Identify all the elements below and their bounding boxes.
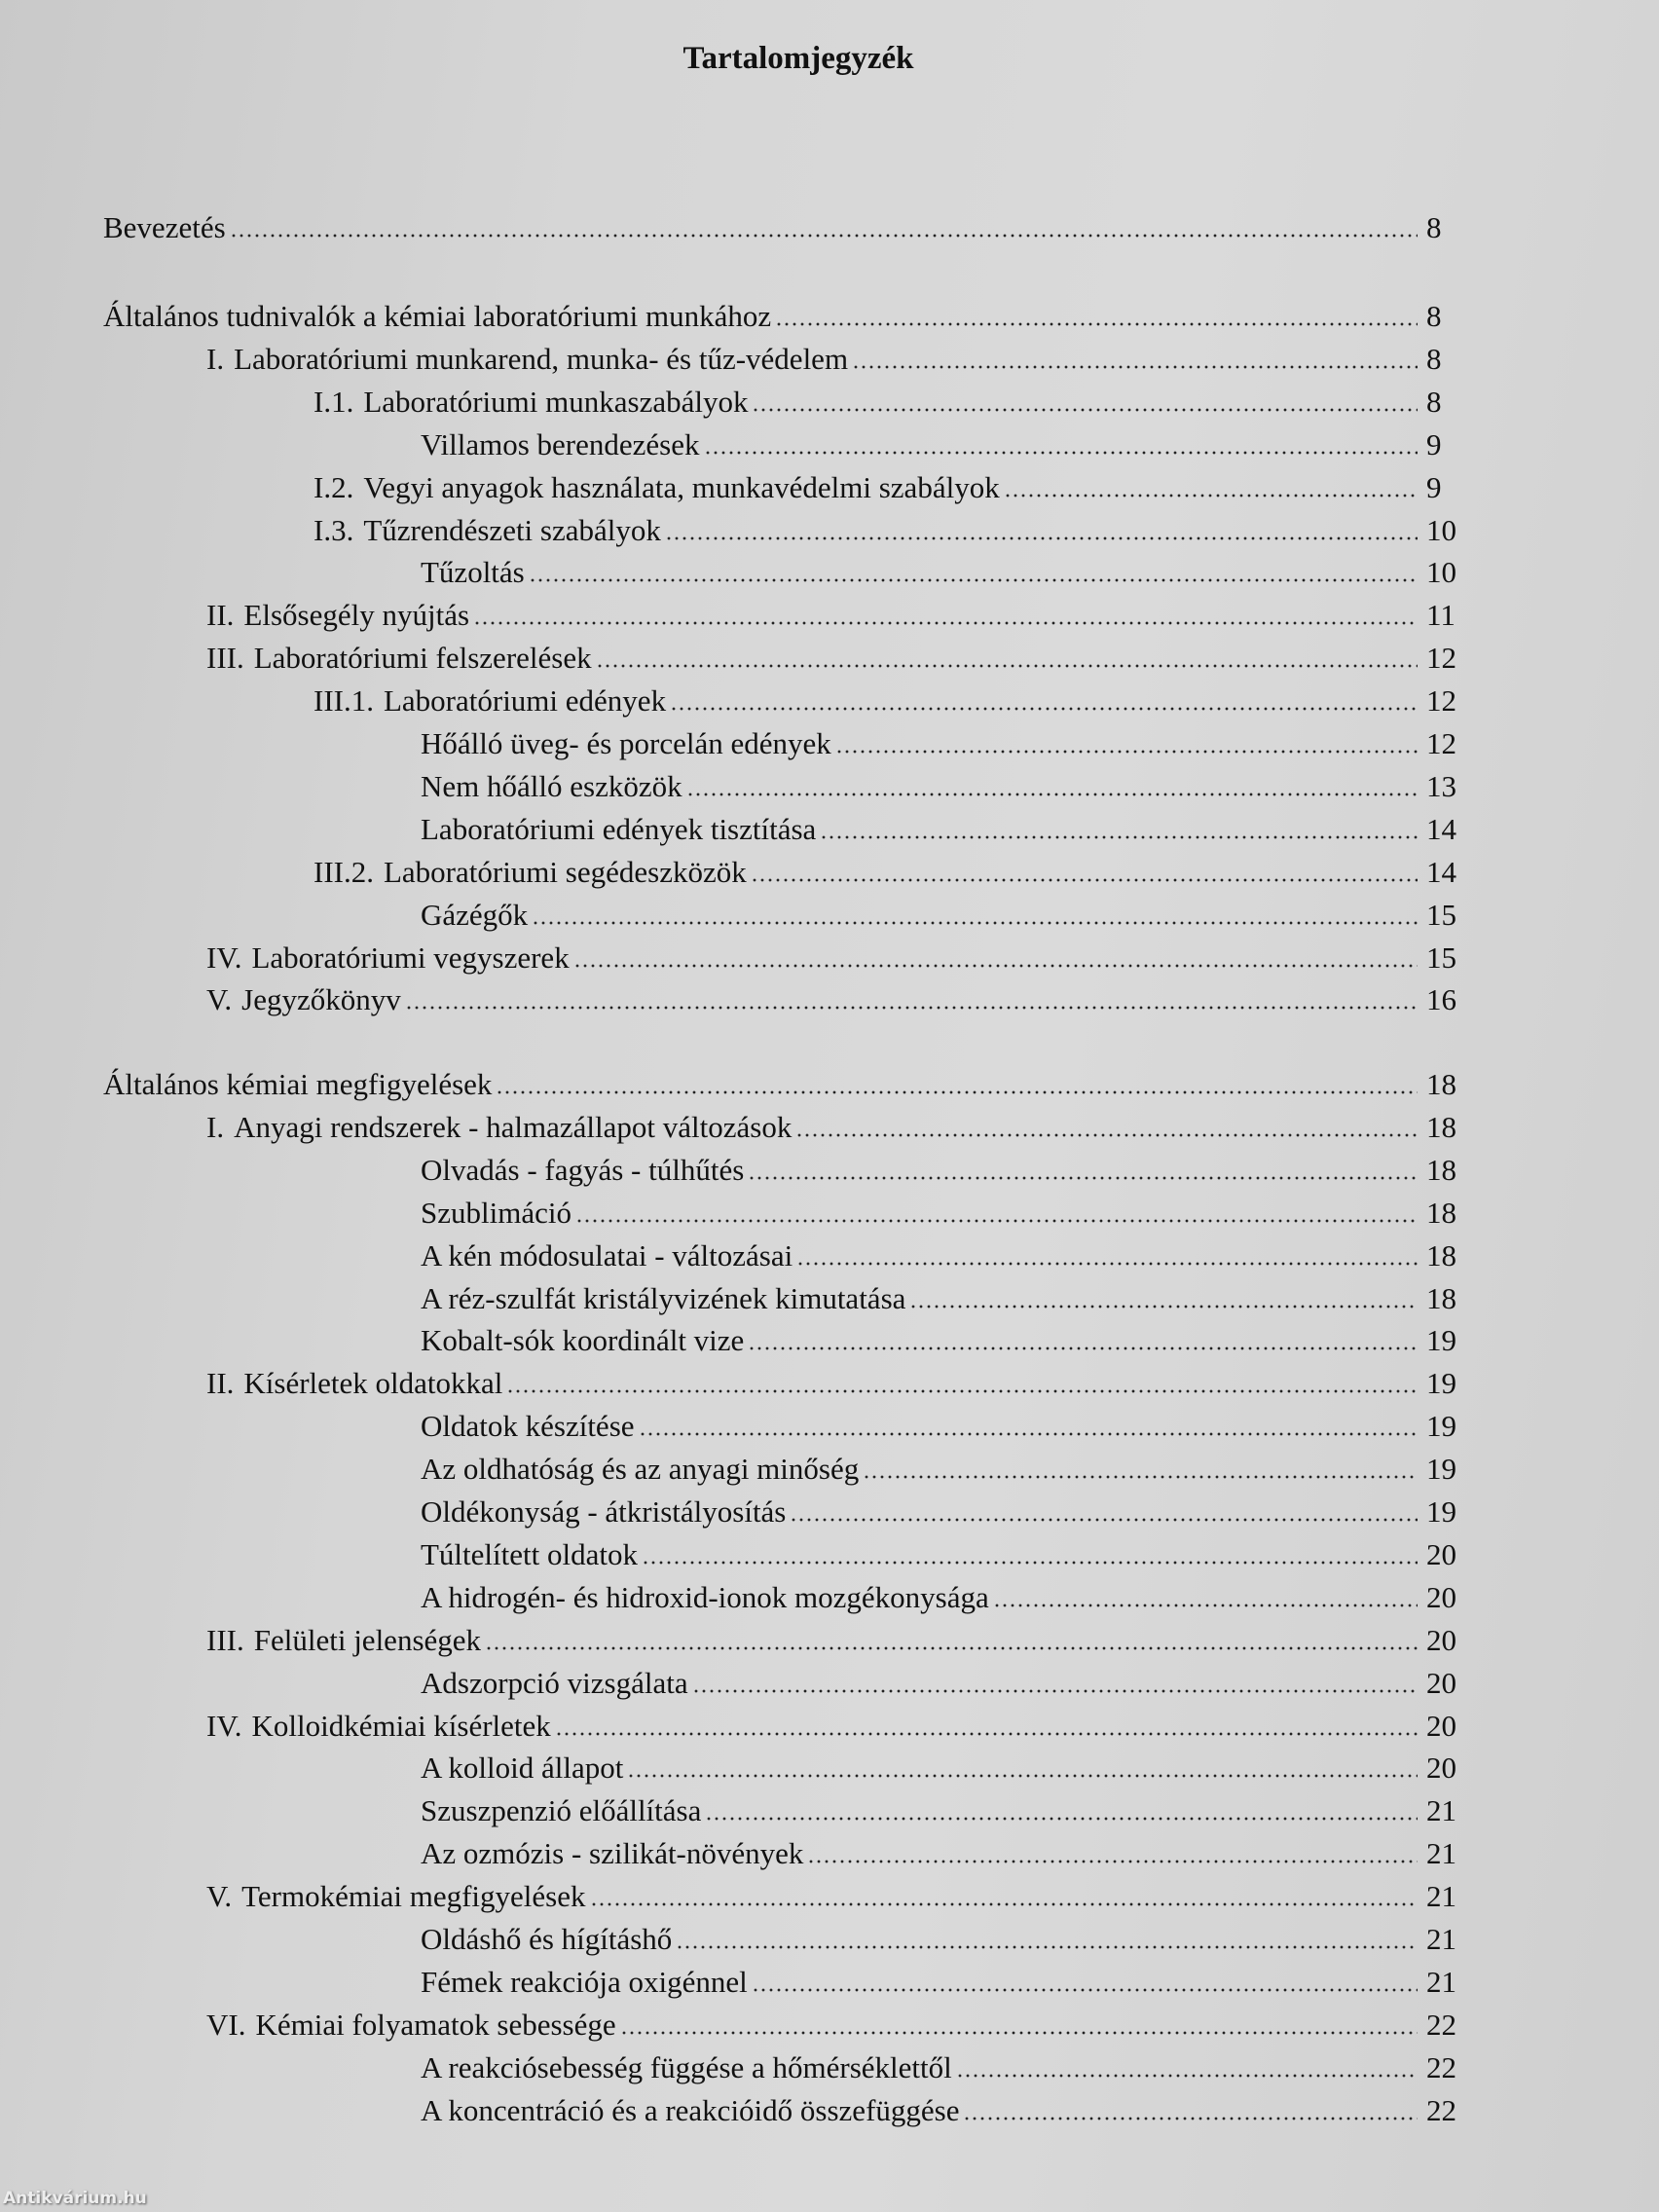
dot-leader [642,1561,1418,1565]
section-number: IV. [206,1708,242,1743]
entry-title: A kén módosulatai - változásai [421,1237,793,1272]
entry-title: A kolloid állapot [421,1751,624,1786]
entry-title: Laboratóriumi segédeszközök [383,854,747,889]
entry-title: Fémek reakciója oxigénnel [421,1964,748,1999]
page-number: 18 [1426,1280,1456,1315]
toc-entry [421,765,1456,804]
dot-leader [575,1219,1418,1223]
toc-entry [103,1063,1456,1102]
page-number: 8 [1426,299,1442,333]
page-number: 21 [1426,1922,1456,1956]
toc-entry [421,1789,1456,1828]
page-number: 19 [1426,1409,1456,1444]
entry-title: Jegyzőkönyv [241,982,401,1017]
entry-title: A réz-szulfát kristályvizének kimutatása [421,1280,906,1315]
entry-title: Olvadás - fagyás - túlhűtés [421,1152,745,1187]
toc-entry [206,1875,1456,1914]
section-number: V. [206,982,233,1017]
toc-entry [421,1576,1456,1615]
toc-entry [421,1149,1456,1188]
dot-leader [748,1346,1418,1350]
toc-entry [421,1832,1456,1871]
entry-title: Hőálló üveg- és porcelán edények [421,726,831,760]
dot-leader [796,1262,1418,1266]
page-number: 14 [1426,811,1456,846]
dot-leader [676,1945,1418,1949]
entry-title: Nem hőálló eszközök [421,768,682,803]
page-number: 20 [1426,1579,1456,1614]
dot-leader [963,2117,1418,2120]
dot-leader [752,1988,1418,1992]
page-number: 13 [1426,768,1456,803]
section-number: II. [206,598,235,633]
toc-entry [103,206,1442,245]
watermark: Antikvárium.hu [3,2189,147,2208]
page-number: 21 [1426,1879,1456,1914]
section-number: II. [206,1366,235,1401]
toc-entry [421,1235,1456,1273]
page-number: 19 [1426,1452,1456,1487]
section-number: I. [206,341,225,376]
dot-leader [473,621,1418,625]
dot-leader [485,1646,1418,1650]
dot-leader [705,1817,1418,1821]
page-number: 22 [1426,2092,1456,2127]
entry-title: Általános kémiai megfigyelések [103,1067,493,1101]
dot-leader [639,1432,1418,1436]
dot-leader [863,1475,1418,1479]
dot-leader [529,578,1418,582]
dot-leader [670,707,1418,711]
entry-title: Termokémiai megfigyelések [241,1879,586,1914]
toc-entry [103,295,1442,334]
toc-entry [421,808,1456,847]
entry-title: Az ozmózis - szilikát-növények [421,1836,804,1871]
section-number: I.2. [313,469,354,504]
page-number: 10 [1426,512,1456,547]
page-number: 20 [1426,1708,1456,1743]
toc-entry [206,1362,1456,1401]
entry-title: Anyagi rendszerek - halmazállapot változások [234,1109,793,1144]
page-number: 20 [1426,1665,1456,1700]
dot-leader [751,878,1418,882]
dot-leader [795,1133,1418,1137]
page-title: Tartalomjegyzék [682,41,914,76]
page-number: 9 [1426,426,1442,461]
page-number: 19 [1426,1366,1456,1401]
page-number: 21 [1426,1793,1456,1828]
page-number: 19 [1426,1494,1456,1529]
page-number: 14 [1426,854,1456,889]
page-number: 20 [1426,1622,1456,1657]
page-number: 22 [1426,2049,1456,2084]
entry-title: Laboratóriumi felszerelések [253,641,592,676]
entry-title: A hidrogén- és hidroxid-ionok mozgékonysága [421,1579,989,1614]
page-number: 16 [1426,982,1456,1017]
entry-title: Oldatok készítése [421,1409,635,1444]
entry-title: Tűzrendészeti szabályok [363,512,661,547]
dot-leader [909,1305,1418,1309]
dot-leader [532,921,1418,925]
entry-title: Laboratóriumi edények [383,683,667,719]
toc-entry [421,2089,1456,2128]
section-number: IV. [206,940,242,975]
dot-leader [506,1389,1418,1393]
toc-entry [421,1961,1456,2000]
toc-entry [421,894,1456,933]
dot-leader [775,322,1418,326]
entry-title: Szuszpenzió előállítása [421,1793,702,1828]
entry-title: Az oldhatóság és az anyagi minőség [421,1452,860,1487]
page-number: 20 [1426,1751,1456,1786]
entry-title: Vegyi anyagok használata, munkavédelmi szabályok [363,469,1000,504]
dot-leader [820,835,1418,839]
page-number: 15 [1426,940,1456,975]
toc-entry [421,2046,1456,2085]
dot-leader [692,1689,1418,1693]
page-number: 15 [1426,897,1456,932]
page-number: 10 [1426,555,1456,590]
entry-title: Gázégők [421,897,529,932]
page-number: 18 [1426,1109,1456,1144]
page-number: 18 [1426,1195,1456,1230]
toc-entry [421,1918,1456,1957]
page-number: 21 [1426,1836,1456,1871]
dot-leader [704,451,1419,455]
dot-leader [807,1860,1418,1863]
entry-title: Általános tudnivalók a kémiai laboratóriumi munkához [103,299,772,333]
toc-entry [206,2004,1456,2043]
dot-leader [627,1774,1418,1778]
page-number: 18 [1426,1067,1456,1101]
toc-entry [421,1533,1456,1572]
toc-entry [421,1491,1456,1530]
page-number: 8 [1426,341,1442,376]
toc-entry [421,424,1442,462]
page-number: 22 [1426,2007,1456,2042]
dot-leader [590,1902,1419,1906]
toc-entry [421,1448,1456,1487]
dot-leader [573,964,1418,968]
dot-leader [752,408,1418,412]
toc-entry [206,637,1456,676]
entry-title: Laboratóriumi munkaszabályok [363,384,749,419]
page-number: 9 [1426,469,1442,504]
entry-title: Túltelített oldatok [421,1536,638,1571]
dot-leader [835,750,1418,754]
toc-entry [421,551,1456,590]
page-number: 8 [1426,384,1442,419]
entry-title: Kémiai folyamatok sebessége [255,2007,616,2042]
section-number: III. [206,641,244,676]
toc-entry [421,1747,1456,1786]
section-number: VI. [206,2007,246,2042]
page-number: 12 [1426,726,1456,760]
dot-leader [620,2031,1418,2035]
page-number: 18 [1426,1237,1456,1272]
dot-leader [596,664,1418,668]
entry-title: Szublimáció [421,1195,571,1230]
toc-entry [313,680,1456,719]
entry-title: Laboratóriumi munkarend, munka- és tűz-védelem [234,341,849,376]
toc-entry [206,937,1456,976]
toc-entry [421,1319,1456,1358]
entry-title: A reakciósebesség függése a hőmérséklettől [421,2049,952,2084]
page-number: 11 [1426,598,1456,633]
entry-title: Kolloidkémiai kísérletek [251,1708,551,1743]
toc-entry [206,338,1442,377]
toc-entry [421,1662,1456,1701]
dot-leader [405,1006,1418,1010]
dot-leader [496,1090,1418,1094]
entry-title: Bevezetés [103,210,226,244]
entry-title: Oldáshő és hígításhő [421,1922,673,1956]
section-number: III.1. [313,683,374,719]
toc-entry [421,1192,1456,1231]
entry-title: Kísérletek oldatokkal [243,1366,503,1401]
entry-title: Felületi jelenségek [253,1622,482,1657]
toc-entry [206,1705,1456,1744]
entry-title: Laboratóriumi edények tisztítása [421,811,817,846]
entry-title: Oldékonyság - átkristályosítás [421,1494,787,1529]
dot-leader [852,365,1418,369]
page-number: 19 [1426,1323,1456,1358]
toc-entry [313,509,1456,548]
toc-entry [206,978,1456,1017]
toc-entry [421,1405,1456,1444]
page-number: 12 [1426,683,1456,719]
toc-entry [421,722,1456,761]
toc-entry [206,1106,1456,1145]
dot-leader [230,234,1418,238]
dot-leader [555,1732,1418,1736]
dot-leader [1004,494,1418,498]
entry-title: Elsősegély nyújtás [243,598,470,633]
toc-entry [313,466,1442,505]
page-number: 18 [1426,1152,1456,1187]
section-number: V. [206,1879,233,1914]
entry-title: A koncentráció és a reakcióidő összefüggése [421,2092,960,2127]
toc-entry [313,851,1456,890]
dot-leader [993,1604,1418,1607]
toc-entry [206,1619,1456,1658]
entry-title: Kobalt-sók koordinált vize [421,1323,745,1358]
dot-leader [748,1176,1418,1180]
page-number: 12 [1426,641,1456,676]
toc-entry [206,594,1456,633]
page-number: 20 [1426,1536,1456,1571]
entry-title: Adszorpció vizsgálata [421,1665,688,1700]
entry-title: Tűzoltás [421,555,525,590]
dot-leader [790,1518,1418,1522]
section-number: III.2. [313,854,374,889]
dot-leader [665,536,1418,540]
page-number: 8 [1426,210,1442,244]
section-number: I. [206,1109,225,1144]
toc-entry [313,381,1442,420]
entry-title: Villamos berendezések [421,426,700,461]
page-number: 21 [1426,1964,1456,1999]
toc-entry [421,1277,1456,1316]
section-number: I.3. [313,512,354,547]
entry-title: Laboratóriumi vegyszerek [251,940,570,975]
section-number: III. [206,1622,244,1657]
dot-leader [956,2074,1418,2078]
dot-leader [686,793,1418,796]
section-number: I.1. [313,384,354,419]
